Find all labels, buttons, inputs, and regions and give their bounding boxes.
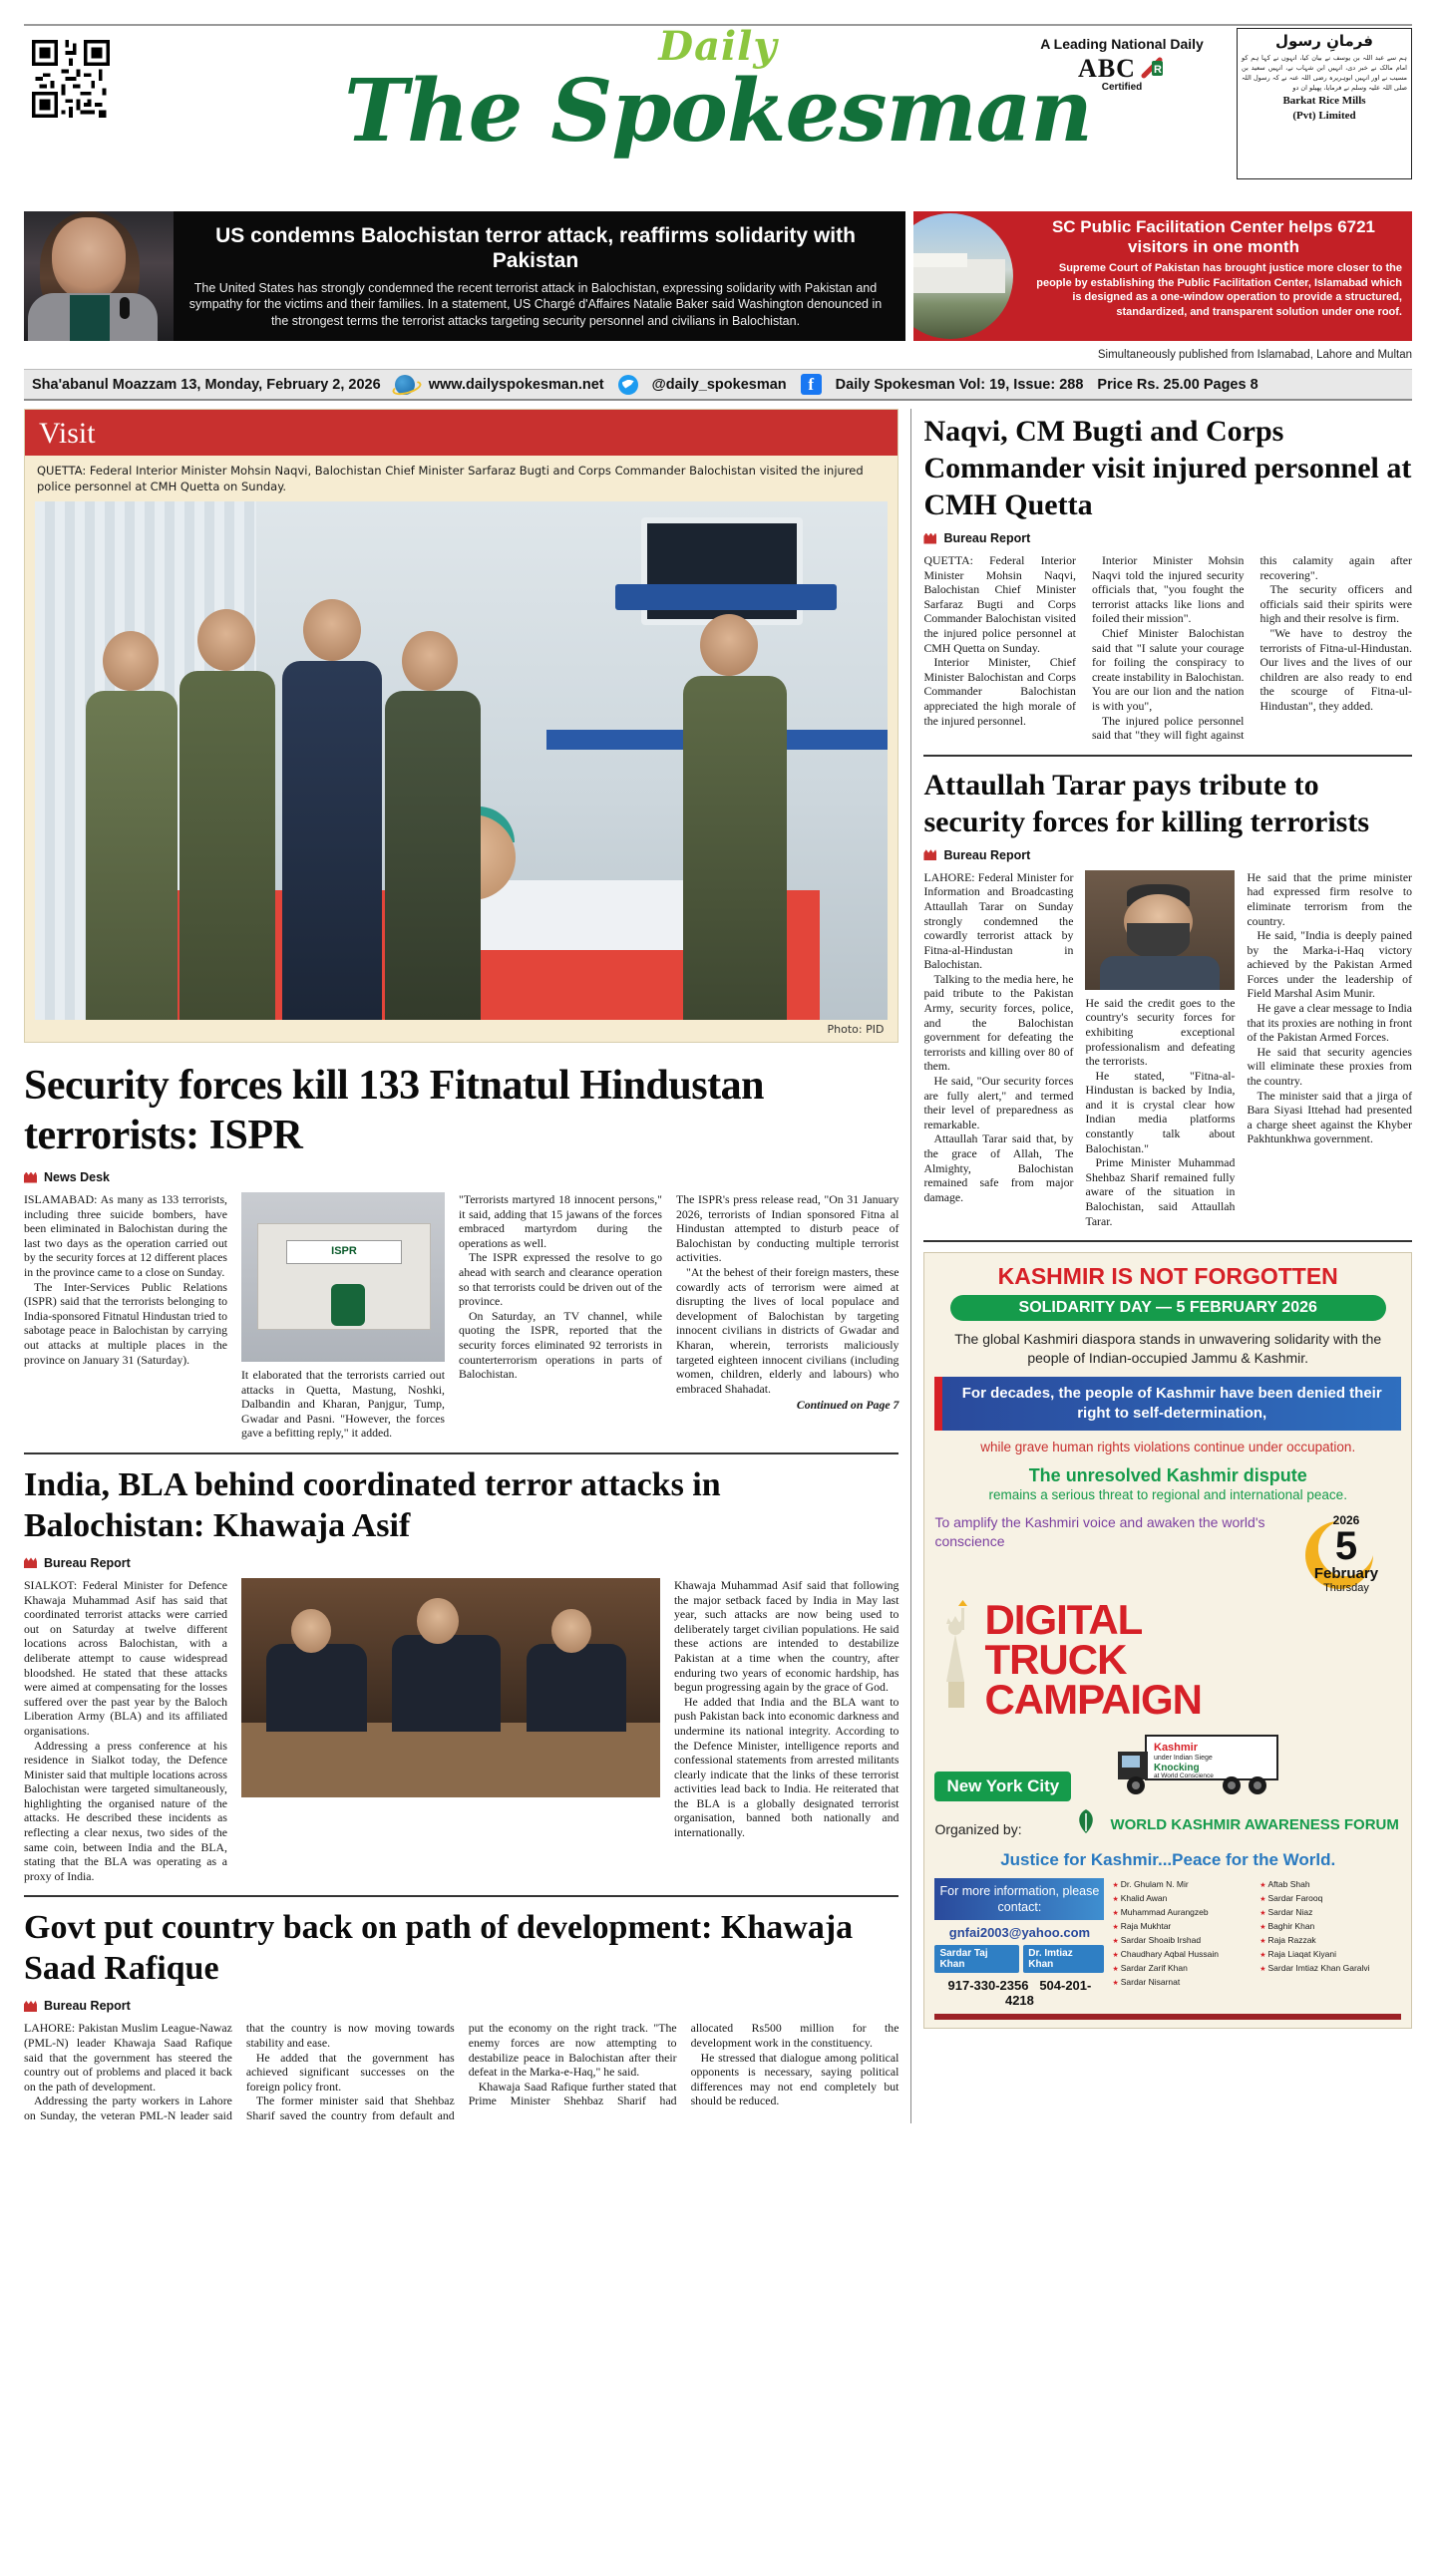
kashmir-ad-big-line-1: DIGITAL bbox=[984, 1596, 1143, 1644]
byline-mark-icon bbox=[923, 849, 936, 860]
kashmir-ad-title: KASHMIR IS NOT FORGOTTEN bbox=[997, 1263, 1338, 1290]
kashmir-ad-year: 2026 bbox=[1332, 1513, 1360, 1528]
sponsor-suffix: (Pvt) Limited bbox=[1292, 110, 1356, 122]
naqvi-body bbox=[923, 553, 1412, 743]
naqvi-byline-text: Bureau Report bbox=[943, 531, 1031, 545]
leaf-logo-icon bbox=[1072, 1807, 1100, 1835]
rafique-para-0: LAHORE: Pakistan Muslim League-Nawaz (PML-N) leader Khawaja Saad Rafique said that the government has steered the country out of problems and placed it back on the path of development. bbox=[24, 2021, 232, 2093]
banner-headline: US condemns Balochistan terror attack, reaffirms solidarity with Pakistan bbox=[215, 223, 856, 272]
naqvi-para-6: "We have to destroy the terrorists of Fitna-ul-Hindustan. Our lives and the lives of our children are also ready to end the scourge of Fitna-ul-Hindustan", they added. bbox=[1259, 625, 1412, 713]
newspaper-front-page bbox=[0, 24, 1436, 2576]
tarar-para-5: He stated, "Fitna-al-Hindustan is backed by India, and it is crystal clear how Indian media platforms constantly talk about Balochistan." bbox=[1085, 1068, 1236, 1155]
asif-para-2: Khawaja Muhammad Asif said that following the major setback faced by India in May last year, such attacks are now being used to deliberately target civilian populations. He said these actions are intended to destabilize Pakistan at a time when the country, after enduring two years of economic hardship, has begun progressing again by the grace of God. bbox=[674, 1577, 899, 1695]
section-rule-4 bbox=[923, 1240, 1412, 1242]
kashmir-ad-slogan: Justice for Kashmir...Peace for the World. bbox=[1000, 1850, 1336, 1870]
logo-daily-text: Daily bbox=[658, 23, 778, 70]
ispr-para-2: It elaborated that the terrorists carried out attacks in Quetta, Mastung, Noshki, Dalbandin and Kharan, Panjgur, Tump, Gwadar and Pasni. "However, the forces gave a befitting reply," it added. bbox=[241, 1368, 445, 1441]
asif-byline-text: Bureau Report bbox=[44, 1555, 131, 1570]
date-info-bar bbox=[24, 369, 1412, 399]
abc-certified-label: Certified bbox=[1101, 82, 1143, 93]
price-pages: Price Rs. 25.00 Pages 8 bbox=[1097, 376, 1258, 393]
masthead bbox=[24, 24, 1412, 205]
svg-text:Kashmir: Kashmir bbox=[1154, 1742, 1199, 1755]
supporter-item: ★ Khalid Awan bbox=[1112, 1892, 1254, 1906]
ispr-headline[interactable]: Security forces kill 133 Fitnatul Hindustan terrorists: ISPR bbox=[24, 1063, 764, 1158]
kashmir-ad-month: February bbox=[1313, 1565, 1379, 1583]
naqvi-headline[interactable]: Naqvi, CM Bugti and Corps Commander visit injured personnel at CMH Quetta bbox=[923, 415, 1412, 521]
svg-text:Knocking: Knocking bbox=[1154, 1763, 1200, 1774]
us-condemns-banner[interactable] bbox=[24, 211, 905, 341]
tarar-para-3: Attaullah Tarar said that, by the grace of Allah, The Almighty, Balochistan remained safe from major damage. bbox=[923, 1131, 1074, 1204]
truck-icon bbox=[1112, 1726, 1311, 1801]
facebook-f-icon[interactable]: f bbox=[801, 374, 822, 395]
cmh-quetta-hospital-visit-photo bbox=[35, 501, 888, 1020]
red-banner-headline: SC Public Facilitation Center helps 6721 visitors in one month bbox=[1051, 217, 1376, 256]
supreme-court-building-photo bbox=[913, 211, 1023, 341]
supporter-item: ★ Raja Liaqat Kiyani bbox=[1259, 1948, 1401, 1962]
kashmir-ad-contact-block bbox=[934, 1878, 1401, 2008]
abc-badge-icon bbox=[1140, 56, 1166, 82]
kashmir-ad-phone-1[interactable]: 917-330-2356 bbox=[947, 1978, 1029, 1994]
ispr-byline bbox=[24, 1170, 898, 1184]
tarar-para-4: He said the credit goes to the country's security forces for exhibiting exceptional professionalism and defeating the terrorists. bbox=[1085, 995, 1236, 1069]
naqvi-para-3: Chief Minister Balochistan said that "I salute your courage for foiling the conspiracy to create instability in Balochistan. You are our lion and the nation is with you", bbox=[1091, 625, 1245, 713]
svg-text:under Indian Siege: under Indian Siege bbox=[1154, 1755, 1214, 1763]
publication-date: Sha'abanul Moazzam 13, Monday, February 2, 2026 bbox=[32, 376, 381, 393]
tarar-byline-text: Bureau Report bbox=[943, 847, 1031, 862]
urdu-title: فرمانِ رسول bbox=[1275, 32, 1373, 50]
internet-explorer-icon bbox=[395, 375, 415, 395]
twitter-handle[interactable]: @daily_spokesman bbox=[651, 376, 787, 393]
asif-para-1: Addressing a press conference at his residence in Sialkot today, the Defence Minister said that multiple locations across Balochistan were targeted simultaneously, highlighting the organised nature of the attacks. He described these incidents as reflecting a clear nexus, two sides of the same coin, between India and the BLA, stating that the BLA was operating as a proxy of India. bbox=[24, 1738, 227, 1883]
volume-issue: Daily Spokesman Vol: 19, Issue: 288 bbox=[835, 376, 1084, 393]
tarar-para-1: Talking to the media here, he paid tribute to the Pakistan Army, security forces, police, and the Balochistan government for defeating the terrorists and killing over 80 of them. bbox=[923, 971, 1074, 1074]
tarar-byline bbox=[923, 848, 1412, 862]
kashmir-ad-green-sub: remains a serious threat to regional and international peace. bbox=[988, 1487, 1347, 1503]
asif-para-3: He added that India and the BLA want to push Pakistan back into economic darkness and undermine its national integrity. According to the Defence Minister, intelligence reports and confessional statements from arrested militants clearly indicate that the links of these terrorist activities lead back to India. He reiterated that the BLA is a globally designated terrorist organisation, banned both nationally and internationally. bbox=[674, 1694, 899, 1840]
content-grid bbox=[24, 409, 1412, 2123]
tarar-headline[interactable]: Attaullah Tarar pays tribute to security forces for killing terrorists bbox=[923, 768, 1369, 838]
kashmir-solidarity-day-pill: SOLIDARITY DAY — 5 FEBRUARY 2026 bbox=[950, 1295, 1386, 1321]
kashmir-ad-day: 5 bbox=[1334, 1524, 1358, 1569]
rafique-para-1: Addressing the party workers in Lahore on Sunday, the veteran PML-N leader said that the country is now moving towards stability and ease. bbox=[24, 2021, 455, 2122]
section-rule-2 bbox=[24, 1895, 898, 1897]
ispr-para-4: The ISPR expressed the resolve to go ahead with search and clearance operation so that terrorists could be driven out of the province. bbox=[459, 1250, 662, 1309]
rafique-para-5: He stressed that dialogue among political opponents is necessary, saying political differences may not end completely but should be reduced. bbox=[690, 2050, 899, 2108]
kashmir-ad-footer-bar bbox=[934, 2014, 1401, 2020]
rafique-para-2: He added that the government has achieved significant successes on the foreign policy front. bbox=[245, 2050, 455, 2093]
ispr-para-0: ISLAMABAD: As many as 133 terrorists, including three suicide bombers, have been eliminated in Balochistan during the last two days as the operation carried out by the security forces at 12 different places in the province came to a close on Sunday. bbox=[24, 1192, 227, 1279]
supporter-item: ★ Muhammad Aurangzeb bbox=[1112, 1906, 1254, 1920]
visit-caption: QUETTA: Federal Interior Minister Mohsin Naqvi, Balochistan Chief Minister Sarfaraz Bugti and Corps Commander Balochistan visited the injured police personnel at CMH Quetta on Sunday. bbox=[37, 464, 864, 493]
tarar-para-8: He said, "India is deeply pained by the Marka-i-Haq victory achieved by the Pakistan Armed Forces under the leadership of Field Marshal Asim Munir. bbox=[1247, 928, 1412, 1001]
top-banner-row bbox=[24, 211, 1412, 341]
kashmir-ad-big-line-3: CAMPAIGN bbox=[984, 1676, 1202, 1724]
ispr-headquarters-photo: ISPR bbox=[241, 1192, 445, 1362]
ispr-para-5: On Saturday, an TV channel, while quoting the ISPR, reported that the security forces eliminated 92 terrorists in counterterrorism operations in parts of Balochistan. bbox=[459, 1308, 662, 1382]
visit-label-strip bbox=[25, 410, 898, 456]
supporter-item: ★ Sardar Imtiaz Khan Garalvi bbox=[1259, 1962, 1401, 1976]
kashmir-ad-blue-box: For decades, the people of Kashmir have been denied their right to self-determination, bbox=[934, 1377, 1401, 1431]
kashmir-ad-intro: The global Kashmiri diaspora stands in unwavering solidarity with the people of Indian-occupied Jammu & Kashmir. bbox=[954, 1331, 1382, 1367]
kashmir-ad-supporters-list bbox=[1112, 1878, 1401, 2008]
rafique-byline bbox=[24, 1999, 898, 2013]
supporter-item: ★ Sardar Nisarnat bbox=[1112, 1976, 1254, 1990]
supporter-item: ★ Sardar Shoaib Irshad bbox=[1112, 1934, 1254, 1948]
naqvi-para-5: The security officers and officials said their spirits were high and their resolve is firm. bbox=[1259, 582, 1412, 626]
supporter-item: ★ Sardar Zarif Khan bbox=[1112, 1962, 1254, 1976]
byline-mark-icon bbox=[24, 1557, 37, 1568]
natalie-baker-photo bbox=[24, 211, 174, 341]
naqvi-para-4: The injured police personnel said that "they will fight against this calamity again after recovering". bbox=[1091, 553, 1412, 743]
kashmir-ad-city-badge: New York City bbox=[934, 1771, 1071, 1801]
supporter-item: ★ Baghir Khan bbox=[1259, 1920, 1401, 1934]
naqvi-para-0: QUETTA: Federal Interior Minister Mohsin Naqvi, Balochistan Chief Minister Sarfaraz Bugti and Corps Commander Balochistan visited the injured police personnel at CMH Quetta on Sunday. bbox=[923, 553, 1076, 655]
tarar-para-6: Prime Minister Muhammad Shehbaz Sharif remained fully aware of the situation in Balochistan, said Attaullah Tarar. bbox=[1085, 1155, 1236, 1228]
rafique-para-3: The former minister said that Shehbaz Sharif saved the country from default and put the economy on the right track. "The enemy forces are now attempting to destabilize peace in Balochistan after their defeat in the Marka-e-Haq," he said. bbox=[245, 2021, 677, 2122]
supporter-item: ★ Raja Mukhtar bbox=[1112, 1920, 1254, 1934]
rafique-para-4: Khawaja Saad Rafique further stated that Prime Minister Shehbaz Sharif had allocated Rs500 million for the development work in the constituency. bbox=[468, 2021, 899, 2108]
kashmir-ad-contact-header: For more information, please contact: bbox=[934, 1878, 1104, 1920]
kashmir-ad-big-line-2: TRUCK bbox=[984, 1636, 1127, 1684]
kashmir-solidarity-advertisement[interactable] bbox=[923, 1252, 1412, 2029]
tarar-para-2: He said, "Our security forces are fully alert," and termed their level of preparedness as remarkable. bbox=[923, 1074, 1074, 1131]
right-column bbox=[910, 409, 1412, 2123]
ispr-para-1: The Inter-Services Public Relations (ISPR) said that the terrorists belonging to India-sponsored Fitnatul Hindustan tried to sabotage peace in Balochistan by carrying out attacks at multiple places in the province on January 31 (Saturday). bbox=[24, 1279, 227, 1367]
supporter-item: ★ Aftab Shah bbox=[1259, 1878, 1401, 1892]
datebar-underline bbox=[24, 399, 1412, 401]
ispr-para-7: "At the behest of their foreign masters, these cowardly acts of terrorism were aimed at disrupting the lives of local populace and development of Balochistan by targeting innocent civilians in districts of Gwadar and Kharan, wherein, terrorists maliciously targeted eighteen innocent civilians (including women, children, elderly and labours) who embraced Shahadat. bbox=[676, 1264, 899, 1396]
asif-headline[interactable]: India, BLA behind coordinated terror attacks in Balochistan: Khawaja Asif bbox=[24, 1465, 721, 1544]
banner-body: The United States has strongly condemned the recent terrorist attack in Balochistan, expressing solidarity with Pakistan and sympathy for the victims and their families. In a statement, US Chargé d'Affaires Natalie Baker said Washington denounced in the strongest terms the terrorist attacks targeting security personnel and civilians in Balochistan. bbox=[188, 280, 883, 328]
supporter-item: ★ Sardar Niaz bbox=[1259, 1906, 1401, 1920]
section-rule-3 bbox=[923, 755, 1412, 757]
kashmir-ad-contact-name-1: Sardar Taj Khan bbox=[934, 1945, 1019, 1973]
ispr-para-3: "Terrorists martyred 18 innocent persons," it said, adding that 15 jawans of the forces embraced martyrdom during the operations as well. bbox=[459, 1192, 662, 1250]
byline-mark-icon bbox=[24, 1172, 37, 1183]
twitter-bird-icon[interactable] bbox=[618, 375, 638, 395]
kashmir-ad-email[interactable]: gnfai2003@yahoo.com bbox=[948, 1925, 1091, 1941]
urdu-hadith-box bbox=[1237, 28, 1412, 179]
tagline-text: A Leading National Daily bbox=[1040, 36, 1204, 52]
supporter-item: ★ Chaudhary Aqbal Hussain bbox=[1112, 1948, 1254, 1962]
svg-text:at World Conscience: at World Conscience bbox=[1154, 1772, 1215, 1780]
rafique-headline[interactable]: Govt put country back on path of development: Khawaja Saad Rafique bbox=[24, 1909, 854, 1988]
kashmir-ad-org-name: WORLD KASHMIR AWARENESS FORUM bbox=[1110, 1815, 1399, 1833]
ispr-para-6: The ISPR's press release read, "On 31 January 2026, terrorists of Indian sponsored Fitna al Hindustan attempted to disturb peace of Balochistan by conducting multiple terrorist activities. bbox=[676, 1192, 899, 1265]
logo-title-text: The Spokesman bbox=[344, 61, 1092, 161]
rafique-body bbox=[24, 2021, 898, 2122]
kashmir-ad-green-heading: The unresolved Kashmir dispute bbox=[1028, 1465, 1307, 1486]
kashmir-ad-organized-by: Organized by: bbox=[934, 1820, 1022, 1837]
ispr-byline-text: News Desk bbox=[44, 1170, 111, 1184]
tarar-para-9: He gave a clear message to India that its proxies are nothing in front of the Pakistan Armed Forces. bbox=[1247, 1001, 1412, 1045]
sponsor-name: Barkat Rice Mills bbox=[1282, 95, 1366, 107]
kashmir-ad-red-line: while grave human rights violations continue under occupation. bbox=[980, 1440, 1356, 1455]
urdu-body-text: ہم سے عبد اللہ بن یوسف نے بیان کیا، انہوں نے کہا ہم کو امام مالک نے خبر دی، انہیں ابن شہاب نے، انہیں سعید بن مسیب نے اور انہیں ابوہریرہ رضی اللہ عنہ نے کہ رسول اللہ صلی اللہ علیہ وسلم نے فرمایا، پھیلو ان دو bbox=[1242, 54, 1407, 92]
sc-facilitation-banner[interactable] bbox=[913, 211, 1412, 341]
tarar-para-7: He said that the prime minister had expressed firm resolve to eliminate terrorism from the country. bbox=[1247, 869, 1412, 928]
kashmir-ad-phone-2[interactable]: 504-201-4218 bbox=[1004, 1978, 1092, 2009]
kashmir-ad-weekday: Thursday bbox=[1323, 1582, 1369, 1595]
byline-mark-icon bbox=[923, 533, 936, 544]
visit-label: Visit bbox=[39, 417, 96, 450]
ispr-continued[interactable]: Continued on Page 7 bbox=[796, 1398, 899, 1413]
supporter-item: ★ Sardar Farooq bbox=[1259, 1892, 1401, 1906]
website-url[interactable]: www.dailyspokesman.net bbox=[428, 376, 604, 393]
asif-byline bbox=[24, 1556, 898, 1570]
attaullah-tarar-portrait bbox=[1085, 870, 1235, 990]
tarar-para-11: The minister said that a jirga of Bara Siyasi Ittehad had presented a charge sheet against the Khyber Pakhtunkhwa government. bbox=[1247, 1088, 1412, 1146]
statue-of-liberty-icon bbox=[934, 1600, 976, 1710]
abc-label: ABC bbox=[1078, 54, 1136, 83]
rafique-byline-text: Bureau Report bbox=[44, 1999, 131, 2014]
simultaneous-publication-note: Simultaneously published from Islamabad, Lahore and Multan bbox=[1097, 349, 1412, 361]
naqvi-byline bbox=[923, 531, 1412, 545]
red-banner-body: Supreme Court of Pakistan has brought justice more closer to the people by establishing the Public Facilitation Center, Islamabad which is designed as a one-window operation to provide a structured, standardized, and transparent solution under one roof. bbox=[1036, 262, 1402, 318]
tarar-para-0: LAHORE: Federal Minister for Information and Broadcasting Attaullah Tarar on Sunday strongly condemned the cowardly terrorist attack by Fitna-al-Hindustan in Balochistan. bbox=[923, 869, 1074, 972]
photo-credit: Photo: PID bbox=[827, 1023, 885, 1036]
kashmir-ad-purple-line: To amplify the Kashmiri voice and awaken the world's conscience bbox=[934, 1514, 1265, 1550]
section-rule-1 bbox=[24, 1452, 898, 1454]
abc-certification-block bbox=[1027, 36, 1217, 93]
supporter-item: ★ Raja Razzak bbox=[1259, 1934, 1401, 1948]
supporter-item: ★ Dr. Ghulam N. Mir bbox=[1112, 1878, 1254, 1892]
svg-text:R: R bbox=[1153, 64, 1162, 76]
tarar-para-10: He said that security agencies will eliminate these proxies from the country. bbox=[1247, 1044, 1412, 1089]
kashmir-ad-contact-name-2: Dr. Imtiaz Khan bbox=[1023, 1945, 1104, 1973]
byline-mark-icon bbox=[24, 2001, 37, 2012]
asif-para-0: SIALKOT: Federal Minister for Defence Khawaja Muhammad Asif has said that coordinated terrorist attacks were carried out on Saturday at twelve different locations across Balochistan, with a deliberate attempt to cause widespread bloodshed. He stated that these attacks were aimed at compensating for the losses suffered over the past year by the Baloch Liberation Army (BLA) and its affiliated organisations. bbox=[24, 1577, 227, 1738]
naqvi-para-2: Interior Minister Mohsin Naqvi told the injured security officials that, "you fought the terrorist attacks like lions and foiled their mission". bbox=[1091, 553, 1245, 626]
visit-photo-card bbox=[24, 409, 898, 1043]
left-column bbox=[24, 409, 898, 2123]
khawaja-asif-press-conference-photo bbox=[241, 1578, 660, 1797]
naqvi-para-1: Interior Minister, Chief Minister Balochistan and Corps Commander Balochistan appreciated the high morale of the injured personnel. bbox=[923, 655, 1076, 728]
